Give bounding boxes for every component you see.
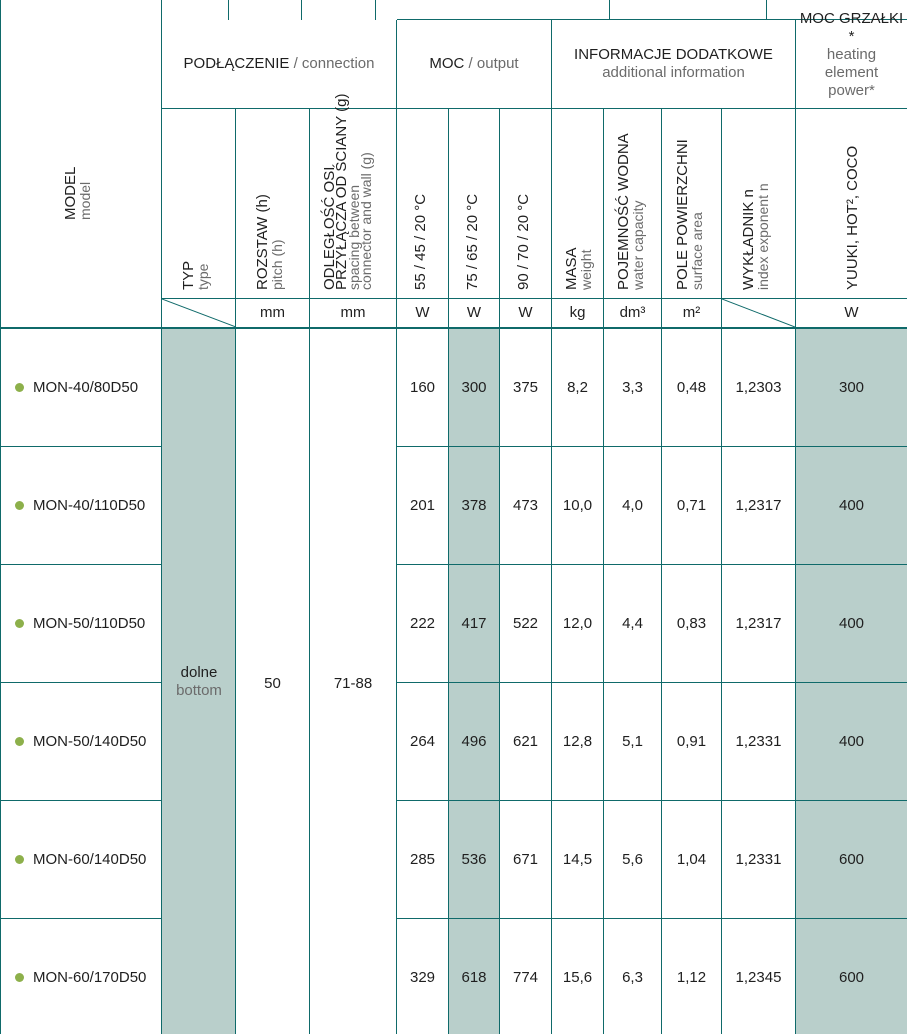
cell-mass: 15,6 bbox=[562, 968, 593, 986]
model-cell bbox=[15, 801, 160, 918]
cell-t1: 329 bbox=[409, 968, 436, 986]
unit-pitch: mm bbox=[260, 304, 285, 321]
cell-t3: 774 bbox=[512, 968, 539, 986]
exponent-header: WYKŁADNIK n index exponent n bbox=[740, 183, 771, 290]
surface-area-header: POLE POWIERZCHNI surface area bbox=[674, 139, 705, 290]
exponent-unit-diagonal bbox=[722, 299, 795, 327]
cell-t1: 264 bbox=[409, 732, 436, 750]
bullet-dot-icon bbox=[15, 383, 24, 392]
cell-heater: 600 bbox=[838, 850, 865, 868]
cell-t2: 496 bbox=[461, 732, 487, 750]
output-75-header: 75 / 65 / 20 °C bbox=[464, 193, 481, 290]
cell-exponent: 1,2317 bbox=[735, 496, 782, 514]
model-cell bbox=[15, 447, 160, 564]
cell-t1: 222 bbox=[409, 614, 436, 632]
pitch-value: 50 bbox=[264, 675, 281, 692]
unit-t1: W bbox=[415, 304, 430, 321]
cell-t3: 473 bbox=[512, 496, 539, 514]
cell-t1: 201 bbox=[409, 496, 436, 514]
type-value: dolne bottom bbox=[176, 664, 222, 699]
connection-group-header: PODŁĄCZENIE / connection bbox=[183, 55, 375, 72]
unit-t2: W bbox=[466, 304, 482, 321]
model-name: MON-50/140D50 bbox=[33, 733, 147, 750]
cell-t2: 536 bbox=[461, 850, 487, 868]
bullet-dot-icon bbox=[15, 619, 24, 628]
output-group-header: MOC / output bbox=[429, 55, 519, 72]
cell-water: 5,6 bbox=[622, 850, 643, 868]
cell-heater: 400 bbox=[838, 732, 865, 750]
cell-exponent: 1,2331 bbox=[735, 850, 782, 868]
output-55-header: 55 / 45 / 20 °C bbox=[412, 193, 429, 290]
bullet-dot-icon bbox=[15, 737, 24, 746]
spacing-value: 71-88 bbox=[333, 675, 373, 692]
cell-water: 3,3 bbox=[622, 378, 643, 396]
cell-mass: 10,0 bbox=[562, 496, 593, 514]
cell-heater: 400 bbox=[838, 496, 865, 514]
model-name: MON-40/110D50 bbox=[33, 497, 146, 514]
cell-surface: 0,91 bbox=[676, 732, 707, 750]
model-name: MON-50/110D50 bbox=[33, 615, 146, 632]
cell-t3: 375 bbox=[512, 378, 539, 396]
model-name: MON-60/170D50 bbox=[33, 969, 147, 986]
cell-exponent: 1,2317 bbox=[735, 614, 782, 632]
model-cell bbox=[15, 683, 160, 800]
model-name: MON-60/140D50 bbox=[33, 851, 147, 868]
cell-surface: 1,04 bbox=[676, 850, 707, 868]
cell-mass: 12,8 bbox=[562, 732, 593, 750]
unit-heater: W bbox=[844, 304, 859, 321]
heater-group-header: MOC GRZAŁKI * heating element power* bbox=[799, 10, 904, 99]
cell-t1: 160 bbox=[409, 378, 436, 396]
mass-header: MASA weight bbox=[563, 247, 594, 290]
cell-water: 4,0 bbox=[622, 496, 643, 514]
cell-water: 5,1 bbox=[622, 732, 643, 750]
cell-surface: 0,71 bbox=[676, 496, 707, 514]
cell-t1: 285 bbox=[409, 850, 436, 868]
output-90-header: 90 / 70 / 20 °C bbox=[515, 193, 532, 290]
cell-t2: 417 bbox=[461, 614, 487, 632]
unit-mass: kg bbox=[569, 304, 586, 321]
model-name: MON-40/80D50 bbox=[33, 379, 139, 396]
cell-heater: 400 bbox=[838, 614, 865, 632]
model-cell bbox=[15, 329, 160, 446]
cell-water: 6,3 bbox=[622, 968, 643, 986]
cell-t2: 378 bbox=[461, 496, 487, 514]
cell-t3: 522 bbox=[512, 614, 539, 632]
bullet-dot-icon bbox=[15, 973, 24, 982]
cell-mass: 8,2 bbox=[567, 378, 588, 396]
pitch-header: ROZSTAW (h) pitch (h) bbox=[254, 194, 285, 290]
cell-exponent: 1,2345 bbox=[735, 968, 782, 986]
cell-mass: 12,0 bbox=[562, 614, 593, 632]
cell-surface: 0,48 bbox=[676, 378, 707, 396]
spacing-header: ODLEGŁOŚĆ OSI PRZYŁĄCZA OD ŚCIANY (g) spacing between connector and wall (g) bbox=[321, 93, 374, 290]
unit-t3: W bbox=[518, 304, 533, 321]
cell-t2: 618 bbox=[461, 968, 487, 986]
cell-surface: 0,83 bbox=[676, 614, 707, 632]
type-unit-diagonal bbox=[162, 299, 236, 327]
model-cell bbox=[15, 565, 160, 682]
water-capacity-header: POJEMNOŚĆ WODNA water capacity bbox=[615, 133, 646, 290]
cell-heater: 300 bbox=[838, 378, 865, 396]
cell-mass: 14,5 bbox=[562, 850, 593, 868]
bullet-dot-icon bbox=[15, 855, 24, 864]
model-cell bbox=[15, 919, 160, 1036]
unit-spacing: mm bbox=[340, 304, 366, 321]
bullet-dot-icon bbox=[15, 501, 24, 510]
additional-group-header: INFORMACJE DODATKOWE additional information bbox=[574, 46, 773, 81]
unit-surface: m² bbox=[682, 304, 701, 321]
unit-water: dm³ bbox=[619, 304, 646, 321]
cell-t2: 300 bbox=[461, 378, 487, 396]
cell-t3: 621 bbox=[512, 732, 539, 750]
cell-t3: 671 bbox=[512, 850, 539, 868]
cell-surface: 1,12 bbox=[676, 968, 707, 986]
cell-water: 4,4 bbox=[622, 614, 643, 632]
cell-exponent: 1,2331 bbox=[735, 732, 782, 750]
cell-exponent: 1,2303 bbox=[735, 378, 782, 396]
type-header: TYP type bbox=[180, 260, 211, 290]
model-header: MODEL model bbox=[62, 166, 93, 220]
heater-models-header: YUUKI, HOT², COCO bbox=[844, 145, 861, 290]
cell-heater: 600 bbox=[838, 968, 865, 986]
